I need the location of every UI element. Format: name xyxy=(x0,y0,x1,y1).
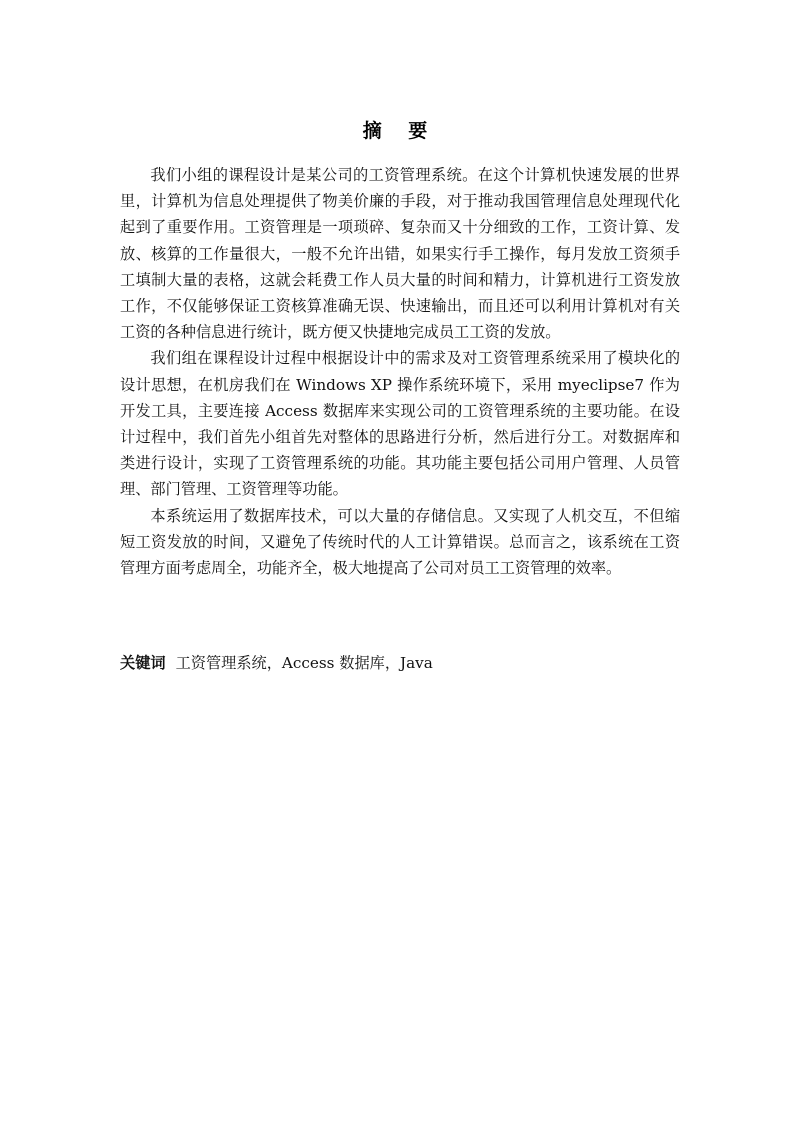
abstract-paragraph-3: 本系统运用了数据库技术，可以大量的存储信息。又实现了人机交互，不但缩短工资发放的时间，又避免了传统时代的人工计算错误。总而言之，该系统在工资管理方面考虑周全，功能齐全，极大地提高了公司对员工工资管理的效率。 xyxy=(120,506,680,578)
abstract-body xyxy=(120,162,680,581)
abstract-paragraph-2: 我们组在课程设计过程中根据设计中的需求及对工资管理系统采用了模块化的设计思想，在机房我们在 Windows XP 操作系统环境下，采用 myeclipse7 作为开发工具，主要连接 Access 数据库来实现公司的工资管理系统的主要功能。在设计过程中，我们首先小组首先对整体的思路进行分析，然后进行分工。对数据库和类进行设计，实现了工资管理系统的功能。其功能主要包括公司用户管理、人员管理、部门管理、工资管理等功能。 xyxy=(120,349,680,499)
keywords-line xyxy=(120,650,680,676)
keywords-label: 关键词 xyxy=(120,654,166,672)
keywords-value: 工资管理系统，Access 数据库，Java xyxy=(175,654,433,672)
abstract-title: 摘 要 xyxy=(362,120,438,142)
abstract-paragraph-1: 我们小组的课程设计是某公司的工资管理系统。在这个计算机快速发展的世界里，计算机为信息处理提供了物美价廉的手段，对于推动我国管理信息处理现代化起到了重要作用。工资管理是一项琐碎、复杂而又十分细致的工作，工资计算、发放、核算的工作量很大，一般不允许出错，如果实行手工操作，每月发放工资须手工填制大量的表格，这就会耗费工作人员大量的时间和精力，计算机进行工资发放工作，不仅能够保证工资核算准确无误、快速输出，而且还可以利用计算机对有关工资的各种信息进行统计，既方便又快捷地完成员工工资的发放。 xyxy=(120,166,680,342)
